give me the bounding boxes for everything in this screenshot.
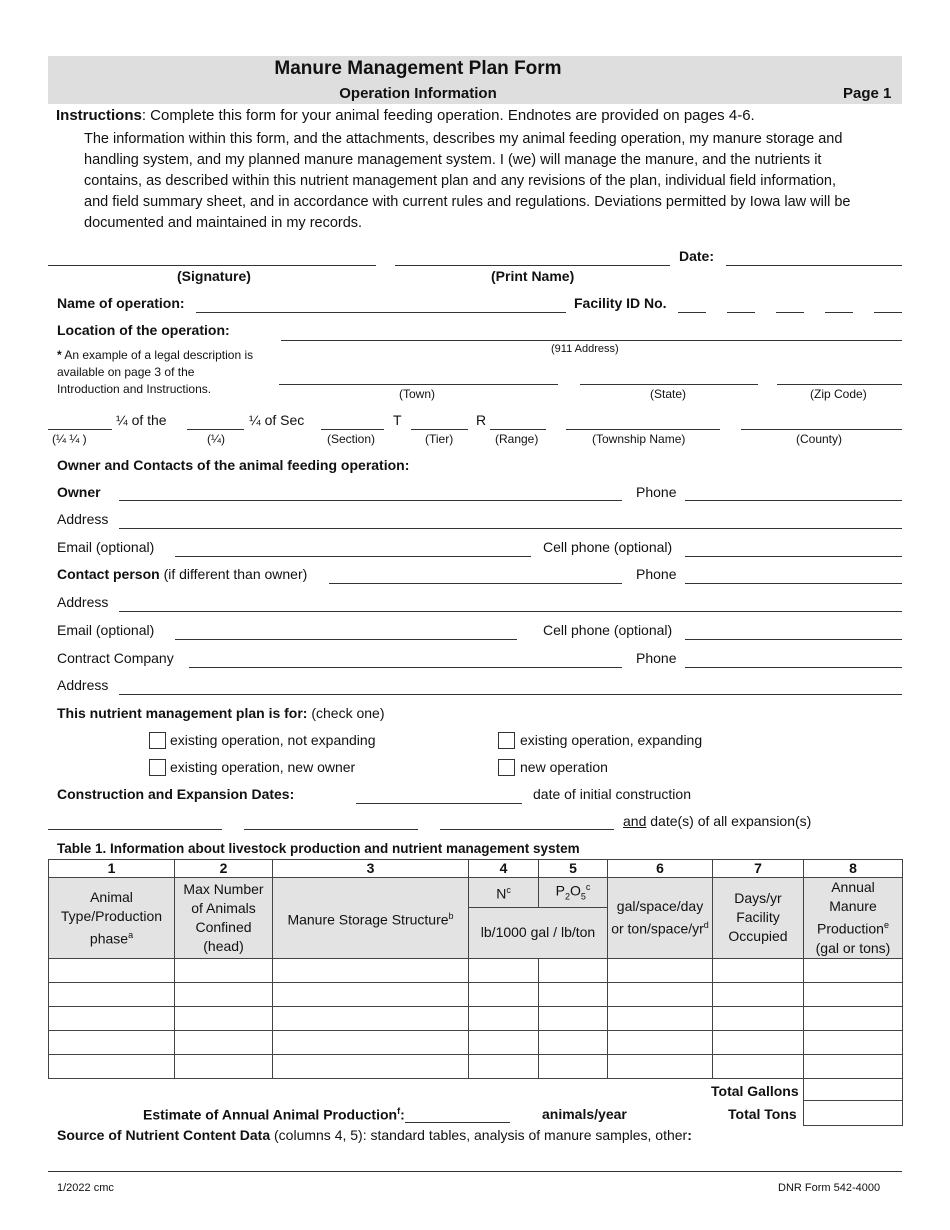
paragraph-line: handling system, and my planned manure management system. I (we) will manage the manure, and the nutrients it bbox=[84, 152, 822, 168]
nutrient-source-label bbox=[57, 1127, 692, 1143]
contact-address-label: Address bbox=[57, 594, 109, 610]
table-row bbox=[49, 1030, 903, 1054]
qq-caption: (¼ ¼ ) bbox=[52, 432, 87, 446]
expansions-caption bbox=[623, 813, 811, 829]
owner-email-label: Email (optional) bbox=[57, 539, 155, 555]
expansion-date-field[interactable] bbox=[48, 829, 222, 830]
table-cell[interactable] bbox=[804, 1006, 903, 1030]
range-field[interactable] bbox=[490, 429, 546, 430]
range-r-label: R bbox=[476, 412, 487, 428]
header-phosphate bbox=[539, 878, 608, 908]
contacts-heading: Owner and Contacts of the animal feeding operation: bbox=[57, 457, 410, 473]
header-animal-type bbox=[49, 878, 175, 959]
table-cell[interactable] bbox=[273, 1054, 469, 1078]
table-cell[interactable] bbox=[804, 1030, 903, 1054]
signature-field[interactable] bbox=[48, 265, 376, 266]
checkbox-expanding[interactable] bbox=[498, 732, 515, 749]
table-cell[interactable] bbox=[175, 982, 273, 1006]
table1-title: Table 1. Information about livestock production and nutrient management system bbox=[57, 841, 580, 856]
table1-column-numbers bbox=[49, 860, 903, 878]
qq-field[interactable] bbox=[48, 429, 112, 430]
county-caption: (County) bbox=[796, 432, 843, 446]
header-storage-structure bbox=[273, 878, 469, 959]
expansion-date-field[interactable] bbox=[244, 829, 418, 830]
page-number: Page 1 bbox=[843, 85, 892, 102]
contact-person-field[interactable] bbox=[329, 583, 622, 584]
initial-construction-date-field[interactable] bbox=[356, 803, 522, 804]
header-text: N bbox=[496, 885, 507, 902]
operation-name-label: Name of operation: bbox=[57, 295, 185, 311]
location-label: Location of the operation: bbox=[57, 322, 230, 338]
checkbox-new-owner[interactable] bbox=[149, 759, 166, 776]
print-name-field[interactable] bbox=[395, 265, 670, 266]
table-cell[interactable] bbox=[469, 1054, 539, 1078]
header-days-occupied: Days/yr Facility Occupied bbox=[713, 878, 804, 959]
contact-person-label bbox=[57, 566, 307, 582]
range-caption: (Range) bbox=[495, 432, 539, 446]
owner-address-label: Address bbox=[57, 511, 109, 527]
source-colon: : bbox=[687, 1127, 692, 1143]
zip-field[interactable] bbox=[777, 384, 902, 385]
owner-email-field[interactable] bbox=[175, 556, 531, 557]
column-number: 4 bbox=[469, 860, 539, 878]
table-row bbox=[49, 958, 903, 982]
table-cell[interactable] bbox=[175, 1030, 273, 1054]
tier-t-label: T bbox=[393, 412, 402, 428]
and-underlined: and bbox=[623, 813, 647, 829]
table-cell[interactable] bbox=[49, 958, 175, 982]
table-cell[interactable] bbox=[804, 1054, 903, 1078]
paragraph-line: contains, as described within this nutrient management plan and any revisions of the plan, individual field information, bbox=[84, 173, 837, 189]
table-cell[interactable] bbox=[713, 1054, 804, 1078]
header-text: gal/space/day or ton/space/yr bbox=[611, 898, 704, 937]
legal-description-note bbox=[57, 347, 253, 398]
endnote-mark: b bbox=[448, 910, 454, 921]
annual-production-field[interactable] bbox=[405, 1122, 510, 1123]
table-cell[interactable] bbox=[469, 1006, 539, 1030]
expansions-text: date(s) of all expansion(s) bbox=[646, 813, 812, 829]
signature-label: (Signature) bbox=[177, 268, 251, 284]
contract-company-field[interactable] bbox=[189, 667, 622, 668]
township-caption: (Township Name) bbox=[592, 432, 686, 446]
section-field[interactable] bbox=[321, 429, 384, 430]
header-text: P bbox=[555, 882, 565, 899]
contact-email-label: Email (optional) bbox=[57, 622, 155, 638]
table-cell[interactable] bbox=[49, 1030, 175, 1054]
table-cell[interactable] bbox=[49, 1006, 175, 1030]
column-number: 1 bbox=[49, 860, 175, 878]
header-max-animals: Max Number of Animals Confined (head) bbox=[175, 878, 273, 959]
column-number: 2 bbox=[175, 860, 273, 878]
plan-for-bold: This nutrient management plan is for: bbox=[57, 705, 308, 721]
table-cell[interactable] bbox=[539, 1030, 608, 1054]
table-cell[interactable] bbox=[539, 1054, 608, 1078]
q-of-sec-label: ¼ of Sec bbox=[249, 412, 305, 428]
section-caption: (Section) bbox=[327, 432, 376, 446]
form-title: Manure Management Plan Form bbox=[274, 58, 562, 79]
annual-production-label bbox=[143, 1106, 405, 1123]
footer-rule bbox=[48, 1171, 902, 1172]
table-cell[interactable] bbox=[713, 1006, 804, 1030]
contact-phone-label: Phone bbox=[636, 566, 677, 582]
table-cell[interactable] bbox=[713, 958, 804, 982]
option-new-operation: new operation bbox=[520, 759, 608, 775]
table-cell[interactable] bbox=[175, 1054, 273, 1078]
table-cell[interactable] bbox=[273, 1006, 469, 1030]
instructions-label: Instructions bbox=[56, 107, 142, 124]
address-911-field[interactable] bbox=[281, 340, 902, 341]
instructions-lead bbox=[56, 107, 755, 124]
source-text: (columns 4, 5): standard tables, analysis of manure samples, other bbox=[270, 1127, 688, 1143]
table-cell[interactable] bbox=[175, 958, 273, 982]
subscript: 2 bbox=[564, 891, 570, 902]
tier-field[interactable] bbox=[411, 429, 468, 430]
endnote-mark: f bbox=[397, 1106, 401, 1116]
date-label: Date: bbox=[679, 248, 715, 264]
header-annual-production bbox=[804, 878, 903, 959]
owner-label: Owner bbox=[57, 484, 101, 500]
form-subtitle: Operation Information bbox=[339, 85, 497, 102]
option-expanding: existing operation, expanding bbox=[520, 732, 703, 748]
note-line: Introduction and Instructions. bbox=[57, 382, 212, 396]
table-cell[interactable] bbox=[608, 1054, 713, 1078]
contract-phone-field[interactable] bbox=[685, 667, 902, 668]
header-nutrient-units: lb/1000 gal / lb/ton bbox=[469, 907, 608, 958]
note-asterisk: * bbox=[57, 348, 62, 362]
contact-phone-field[interactable] bbox=[685, 583, 902, 584]
column-number: 5 bbox=[539, 860, 608, 878]
owner-address-field[interactable] bbox=[119, 528, 902, 529]
endnote-mark: e bbox=[883, 920, 889, 930]
plan-for-note: (check one) bbox=[307, 705, 385, 721]
state-field[interactable] bbox=[580, 384, 758, 385]
table-cell[interactable] bbox=[804, 982, 903, 1006]
owner-cell-label: Cell phone (optional) bbox=[543, 539, 673, 555]
table-cell[interactable] bbox=[539, 958, 608, 982]
endnote-mark: d bbox=[703, 920, 709, 930]
header-text: O bbox=[569, 882, 581, 899]
header-text: (gal or tons) bbox=[815, 939, 891, 956]
option-not-expanding: existing operation, not expanding bbox=[170, 732, 376, 748]
table-cell[interactable] bbox=[273, 1030, 469, 1054]
town-field[interactable] bbox=[279, 384, 558, 385]
owner-cell-field[interactable] bbox=[685, 556, 902, 557]
table-cell[interactable] bbox=[608, 982, 713, 1006]
contact-person-note: (if different than owner) bbox=[159, 566, 308, 582]
total-tons-box[interactable] bbox=[803, 1100, 903, 1126]
footer-form-number: DNR Form 542-4000 bbox=[778, 1182, 881, 1194]
initial-construction-caption: date of initial construction bbox=[533, 786, 691, 802]
q-caption: (¼) bbox=[207, 432, 225, 446]
header-text: Manure Storage Structure bbox=[287, 911, 449, 928]
table-cell[interactable] bbox=[539, 1006, 608, 1030]
owner-phone-field[interactable] bbox=[685, 500, 902, 501]
contact-email-field[interactable] bbox=[175, 639, 517, 640]
header-text: Animal Type/Production phase bbox=[60, 888, 163, 947]
column-number: 8 bbox=[804, 860, 903, 878]
header-gal-space bbox=[608, 878, 713, 959]
note-line: available on page 3 of the bbox=[57, 365, 195, 379]
plan-for-label bbox=[57, 705, 385, 721]
option-new-owner: existing operation, new owner bbox=[170, 759, 356, 775]
header-nitrogen bbox=[469, 878, 539, 908]
endnote-mark: a bbox=[128, 929, 134, 940]
facility-id-box[interactable] bbox=[874, 312, 902, 313]
header-text: Annual Manure Production bbox=[817, 879, 884, 937]
paragraph-line: The information within this form, and the attachments, describes my animal feeding operation, my manure storage and bbox=[84, 131, 843, 147]
table-cell[interactable] bbox=[539, 982, 608, 1006]
township-field[interactable] bbox=[566, 429, 720, 430]
checkbox-new-operation[interactable] bbox=[498, 759, 515, 776]
animals-per-year-label: animals/year bbox=[542, 1106, 627, 1122]
total-tons-label: Total Tons bbox=[728, 1106, 797, 1122]
column-number: 6 bbox=[608, 860, 713, 878]
contact-person-bold: Contact person bbox=[57, 566, 160, 582]
contract-company-label: Contract Company bbox=[57, 650, 174, 666]
table-cell[interactable] bbox=[713, 982, 804, 1006]
table-cell[interactable] bbox=[608, 958, 713, 982]
contract-address-field[interactable] bbox=[119, 694, 902, 695]
construction-dates-label: Construction and Expansion Dates: bbox=[57, 786, 295, 802]
expansion-date-field[interactable] bbox=[440, 829, 614, 830]
contract-phone-label: Phone bbox=[636, 650, 677, 666]
table-cell[interactable] bbox=[175, 1006, 273, 1030]
table-row bbox=[49, 1054, 903, 1078]
table-cell[interactable] bbox=[713, 1030, 804, 1054]
subscript: 5 bbox=[580, 891, 586, 902]
table-cell[interactable] bbox=[469, 982, 539, 1006]
owner-field[interactable] bbox=[119, 500, 622, 501]
table1 bbox=[48, 859, 903, 1079]
instructions-paragraph bbox=[84, 129, 850, 234]
note-line: An example of a legal description is bbox=[64, 348, 254, 362]
checkbox-not-expanding[interactable] bbox=[149, 732, 166, 749]
table-row bbox=[49, 1006, 903, 1030]
facility-id-box[interactable] bbox=[825, 312, 853, 313]
state-caption: (State) bbox=[650, 387, 687, 401]
facility-id-box[interactable] bbox=[776, 312, 804, 313]
county-field[interactable] bbox=[741, 429, 902, 430]
paragraph-line: documented and maintained in my records. bbox=[84, 215, 363, 231]
table-row bbox=[49, 982, 903, 1006]
town-caption: (Town) bbox=[399, 387, 436, 401]
q-field[interactable] bbox=[187, 429, 244, 430]
table-cell[interactable] bbox=[469, 958, 539, 982]
table1-header-row bbox=[49, 878, 903, 908]
operation-name-field[interactable] bbox=[196, 312, 566, 313]
column-number: 3 bbox=[273, 860, 469, 878]
endnote-mark: c bbox=[506, 884, 511, 895]
contact-cell-label: Cell phone (optional) bbox=[543, 622, 673, 638]
instructions-text: : Complete this form for your animal feeding operation. Endnotes are provided on pages 4-6. bbox=[141, 107, 755, 124]
table-cell[interactable] bbox=[49, 982, 175, 1006]
owner-phone-label: Phone bbox=[636, 484, 677, 500]
table-cell[interactable] bbox=[49, 1054, 175, 1078]
paragraph-line: and field summary sheet, and in accordance with current rules and regulations. Deviations permitted by Iowa law will be bbox=[84, 194, 851, 210]
table-cell[interactable] bbox=[608, 1006, 713, 1030]
estimate-text: Estimate of Annual Animal Production bbox=[143, 1106, 398, 1123]
table-cell[interactable] bbox=[273, 982, 469, 1006]
date-field[interactable] bbox=[726, 265, 902, 266]
qq-of-label: ¼ of the bbox=[116, 412, 167, 428]
endnote-mark: c bbox=[585, 882, 591, 893]
tier-caption: (Tier) bbox=[425, 432, 454, 446]
source-bold: Source of Nutrient Content Data bbox=[57, 1127, 271, 1143]
zip-caption: (Zip Code) bbox=[810, 387, 867, 401]
table-cell[interactable] bbox=[273, 958, 469, 982]
contact-cell-field[interactable] bbox=[685, 639, 902, 640]
total-gallons-box[interactable] bbox=[803, 1076, 903, 1101]
facility-id-box[interactable] bbox=[678, 312, 706, 313]
table-cell[interactable] bbox=[608, 1030, 713, 1054]
facility-id-box[interactable] bbox=[727, 312, 755, 313]
contract-address-label: Address bbox=[57, 677, 109, 693]
column-number: 7 bbox=[713, 860, 804, 878]
footer-date: 1/2022 cmc bbox=[57, 1182, 114, 1194]
address-911-caption: (911 Address) bbox=[551, 343, 619, 355]
table-cell[interactable] bbox=[804, 958, 903, 982]
print-name-label: (Print Name) bbox=[491, 268, 575, 284]
colon: : bbox=[400, 1106, 405, 1123]
total-gallons-label: Total Gallons bbox=[711, 1083, 799, 1099]
contact-address-field[interactable] bbox=[119, 611, 902, 612]
facility-id-label: Facility ID No. bbox=[574, 295, 667, 311]
table-cell[interactable] bbox=[469, 1030, 539, 1054]
